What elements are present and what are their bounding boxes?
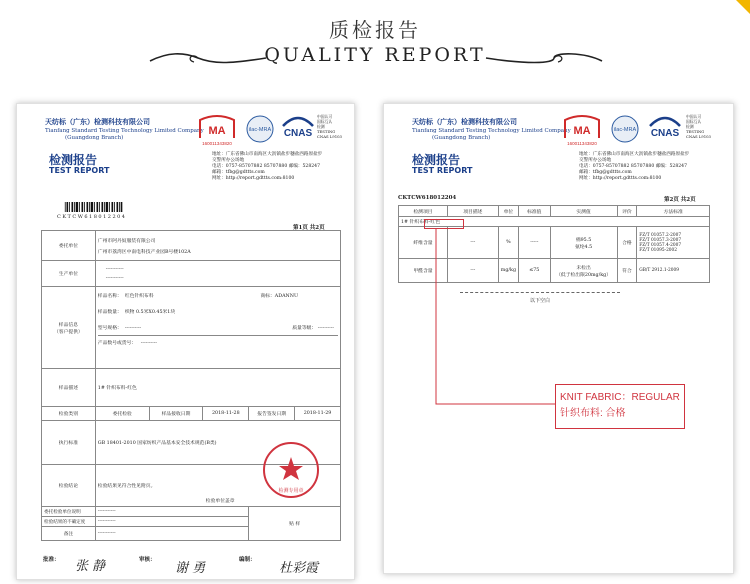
row-label: 检验结果的不确定度	[42, 517, 96, 527]
test-standard: -----	[519, 227, 551, 259]
standard-label: 执行标准	[42, 421, 96, 465]
report-title-cn: 检测报告	[49, 153, 98, 167]
sample-desc-value: 1# 针织布料-红色	[95, 369, 340, 407]
table-row	[42, 407, 341, 421]
prepare-signature: 杜彩霞	[279, 561, 319, 576]
row-value: -----------	[95, 507, 248, 517]
column-header: 单位	[498, 206, 518, 217]
cma-logo-icon	[562, 114, 602, 146]
right-swirl-ornament	[484, 50, 604, 66]
result-callout	[555, 384, 685, 429]
report-title-en: TEST REPORT	[412, 166, 473, 175]
conclusion-value: 检验结果见符合性见附页。 检验单位盖章	[95, 465, 340, 507]
approve-label: 批准：	[43, 557, 60, 563]
cnas-logo-icon	[279, 112, 317, 146]
approve-signature: 张 静	[75, 559, 106, 574]
cma-number: 160011343820	[202, 141, 232, 146]
row-label: 备注	[42, 527, 96, 541]
end-note: 以下空白	[530, 298, 551, 304]
client-label: 委托单位	[42, 231, 96, 261]
report-number: CKTCW618012204	[398, 195, 457, 201]
test-item: 纤维含量	[399, 227, 448, 259]
page-number: 第2页 共2页	[664, 197, 696, 203]
table-row	[42, 261, 341, 287]
cnas-side-text: 中国认可 国际互认 检测 TESTING CNAS L9103	[317, 114, 342, 139]
company-name-en: Tianfang Standard Testing Technology Limited Company	[412, 128, 571, 134]
issue-date-label: 报告签发日期	[249, 407, 295, 421]
column-header: 标准值	[519, 206, 551, 217]
page-title-en: QUALITY REPORT	[264, 44, 486, 66]
test-eval: 符合	[617, 259, 637, 283]
receive-date-value: 2018-11-28	[203, 407, 249, 421]
company-branch-en: (Guangdong Branch)	[65, 135, 124, 141]
client-value: 广州市阿丹奴服装有限公司 广州市荔湾区中南电科技产业园B号楼102A	[95, 231, 340, 261]
test-measured: 未检出 （低于检出限20mg/kg）	[550, 259, 617, 283]
company-name-cn: 天纺标（广东）检测科技有限公司	[412, 117, 517, 126]
barcode-number: CKTCW618012204	[57, 214, 127, 220]
sample-info-value: 样品名称： 红色针织布料 商标：ADANNU 样品数量： 织物 0.5米X0.45米1块 型号规格： ---------- 质量等级： ---------- 产品数号或货号： ----------	[95, 287, 340, 369]
column-header: 评价	[617, 206, 637, 217]
table-row	[42, 369, 341, 407]
callout-leader-line	[430, 228, 560, 408]
test-method: GB/T 2912.1-2009	[637, 259, 710, 283]
cnas-label: CNAS	[650, 128, 680, 139]
table-row	[42, 231, 341, 261]
company-name-en: Tianfang Standard Testing Technology Limited Company	[45, 128, 204, 134]
barcode-icon	[59, 202, 129, 212]
cnas-logo-icon	[646, 112, 684, 146]
test-unit: mg/kg	[498, 259, 518, 283]
svg-text:MA: MA	[208, 125, 226, 137]
table-header-row	[399, 206, 710, 217]
callout-line-2: 针织布料: 合格	[560, 408, 626, 419]
page-title-cn: 质检报告	[329, 18, 421, 42]
column-header: 项目描述	[447, 206, 498, 217]
page-number: 第1页 共2页	[293, 225, 325, 231]
report-title-cn: 检测报告	[412, 153, 461, 167]
cma-logo-icon	[197, 114, 237, 146]
row-label: 委托检验单位说明	[42, 507, 96, 517]
test-standard: ≤75	[519, 259, 551, 283]
cnas-side-text: 中国认可 国际互认 检测 TESTING CNAS L9103	[686, 114, 711, 139]
test-item: 甲醛含量	[399, 259, 448, 283]
callout-line-1: KNIT FABRIC：REGULAR	[560, 392, 680, 403]
company-branch-en: (Guangdong Branch)	[432, 135, 491, 141]
ilac-label: ilac-MRA	[613, 127, 637, 133]
test-desc: ---	[447, 227, 498, 259]
tail-cell: 贴 样	[249, 507, 341, 541]
corner-decoration	[736, 0, 750, 14]
table-row	[42, 287, 341, 369]
ilac-label: ilac-MRA	[248, 127, 272, 133]
test-unit: %	[498, 227, 518, 259]
cnas-label: CNAS	[283, 128, 313, 139]
test-method: FZ/T 01057.2-2007 FZ/T 01057.3-2007 FZ/T 01057.4-2007 FZ/T 01095-2002	[637, 227, 710, 259]
test-eval: 合格	[617, 227, 637, 259]
test-measured: 棉95.5 氨纶4.5	[550, 227, 617, 259]
issue-date-value: 2018-11-29	[295, 407, 341, 421]
company-address: 地址：广东省佛山市南海区大沥镇盐步穗盐西路原盐步 交警所办公场地 电话：0757-85707882 85707880 邮编：528247 邮箱：tfbg@gdttts.com 网址：http://report.gdttts.com:8100	[212, 152, 323, 181]
column-header: 检测项目	[399, 206, 448, 217]
report-title-en: TEST REPORT	[49, 166, 110, 175]
ilac-mra-logo-icon	[610, 114, 640, 144]
row-value: -----------	[95, 517, 248, 527]
svg-text:MA: MA	[573, 125, 591, 137]
review-signature: 谢 勇	[175, 561, 206, 576]
row-value: -----------	[95, 527, 248, 541]
sample-row: 1# 针织布料-红色	[399, 217, 710, 227]
conclusion-label: 检验结论	[42, 465, 96, 507]
review-label: 审核：	[139, 557, 156, 563]
table-row	[42, 507, 341, 517]
cma-number: 160011343820	[567, 141, 597, 146]
category-value: 委托检验	[95, 407, 149, 421]
prepare-label: 编制：	[239, 557, 256, 563]
official-seal-icon	[261, 440, 321, 500]
producer-value: ----------- -----------	[95, 261, 340, 287]
standard-value: GB 18401-2010 国家纺织产品基本安全技术规范(B类)	[95, 421, 340, 465]
sample-desc-label: 样品描述	[42, 369, 96, 407]
sample-info-label: 样品信息 （客户提供）	[42, 287, 96, 369]
test-desc: ---	[447, 259, 498, 283]
column-header: 方法标准	[637, 206, 710, 217]
company-address: 地址：广东省佛山市南海区大沥镇盐步穗盐西路原盐步 交警所办公场地 电话：0757-85707882 85707880 邮编：528247 邮箱：tfbg@gdttts.com 网址：http://report.gdttts.com:8100	[579, 152, 690, 181]
column-header: 实测值	[550, 206, 617, 217]
seal-text: 检测专用章	[278, 488, 304, 494]
ilac-mra-logo-icon	[245, 114, 275, 144]
company-name-cn: 天纺标（广东）检测科技有限公司	[45, 117, 150, 126]
receive-date-label: 样品接收日期	[149, 407, 203, 421]
test-report-page-1	[16, 103, 355, 580]
category-label: 检验类别	[42, 407, 96, 421]
producer-label: 生产单位	[42, 261, 96, 287]
